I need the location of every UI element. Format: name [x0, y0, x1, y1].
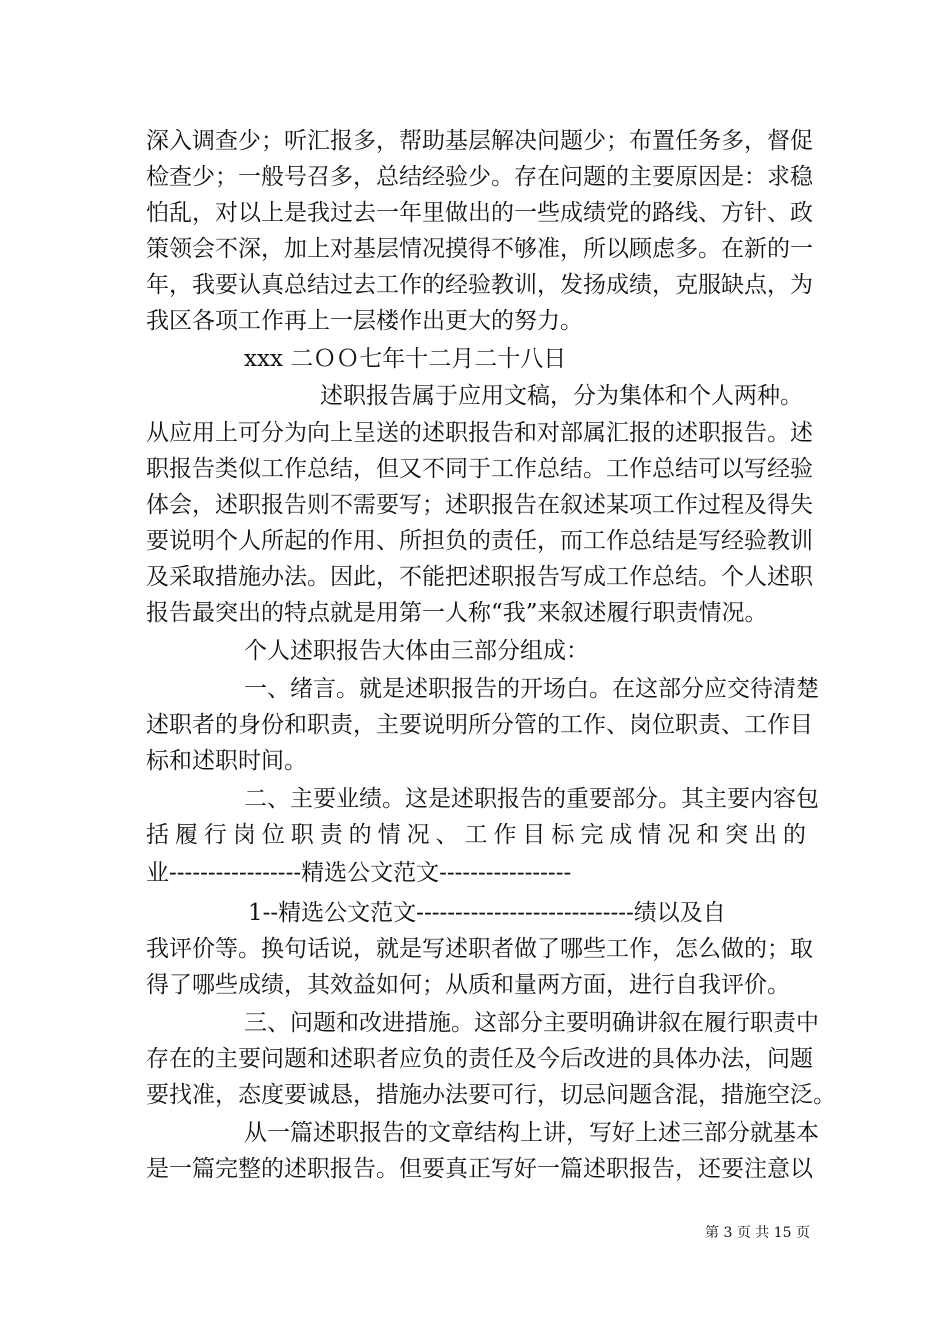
text-line: 我区各项工作再上一层楼作出更大的努力。: [146, 308, 583, 334]
text-line: 要说明个人所起的作用、所担负的责任，而工作总结是写经验教训: [146, 528, 813, 554]
section-heading-1: 一、绪言。就是述职报告的开场白。在这部分应交待清楚: [244, 676, 819, 702]
text-line: 述职者的身份和职责，主要说明所分管的工作、岗位职责、工作目: [146, 712, 813, 738]
text-line: 深入调查少；听汇报多，帮助基层解决问题少；布置任务多，督促: [146, 128, 813, 154]
page-number: 第 3 页 共 15 页: [705, 1225, 810, 1241]
page-break-marker: 1--精选公文范文----------------------------绩以及自: [248, 900, 726, 926]
text-line: 是一篇完整的述职报告。但要真正写好一篇述职报告，还要注意以: [146, 1156, 813, 1182]
text-line: 述职报告属于应用文稿，分为集体和个人两种。: [320, 383, 803, 409]
page-break-marker: 业-----------------精选公文范文-----------------: [146, 860, 572, 886]
section-intro: 个人述职报告大体由三部分组成：: [244, 638, 589, 664]
section-heading-2: 二、主要业绩。这是述职报告的重要部分。其主要内容包: [244, 786, 819, 812]
text-line: 括履行岗位职责的情况、工作目标完成情况和突出的: [146, 822, 806, 848]
text-line: 报告最突出的特点就是用第一人称“我”来叙述履行职责情况。: [146, 600, 768, 626]
text-line: 我评价等。换句话说，就是写述职者做了哪些工作，怎么做的；取: [146, 936, 813, 962]
text-line: 得了哪些成绩，其效益如何；从质和量两方面，进行自我评价。: [146, 972, 790, 998]
text-line: 职报告类似工作总结，但又不同于工作总结。工作总结可以写经验: [146, 456, 813, 482]
text-line: 怕乱，对以上是我过去一年里做出的一些成绩党的路线、方针、政: [146, 200, 813, 226]
text-line: 及采取措施办法。因此，不能把述职报告写成工作总结。个人述职: [146, 564, 813, 590]
text-line: 存在的主要问题和述职者应负的责任及今后改进的具体办法，问题: [146, 1046, 813, 1072]
section-heading-3: 三、问题和改进措施。这部分主要明确讲叙在履行职责中: [244, 1010, 819, 1036]
text-line: 检查少；一般号召多，总结经验少。存在问题的主要原因是：求稳: [146, 164, 813, 190]
text-line: 体会，述职报告则不需要写；述职报告在叙述某项工作过程及得失: [146, 492, 813, 518]
text-line: 标和述职时间。: [146, 748, 307, 774]
text-line: 从一篇述职报告的文章结构上讲，写好上述三部分就基本: [244, 1120, 819, 1146]
signature-date: xxx 二ＯＯ七年十二月二十八日: [244, 346, 567, 372]
text-line: 年，我要认真总结过去工作的经验教训，发扬成绩，克服缺点，为: [146, 272, 813, 298]
text-line: 从应用上可分为向上呈送的述职报告和对部属汇报的述职报告。述: [146, 420, 813, 446]
text-line: 要找准，态度要诚恳，措施办法要可行，切忌问题含混，措施空泛。: [146, 1082, 836, 1108]
text-line: 策领会不深，加上对基层情况摸得不够准，所以顾虑多。在新的一: [146, 236, 813, 262]
